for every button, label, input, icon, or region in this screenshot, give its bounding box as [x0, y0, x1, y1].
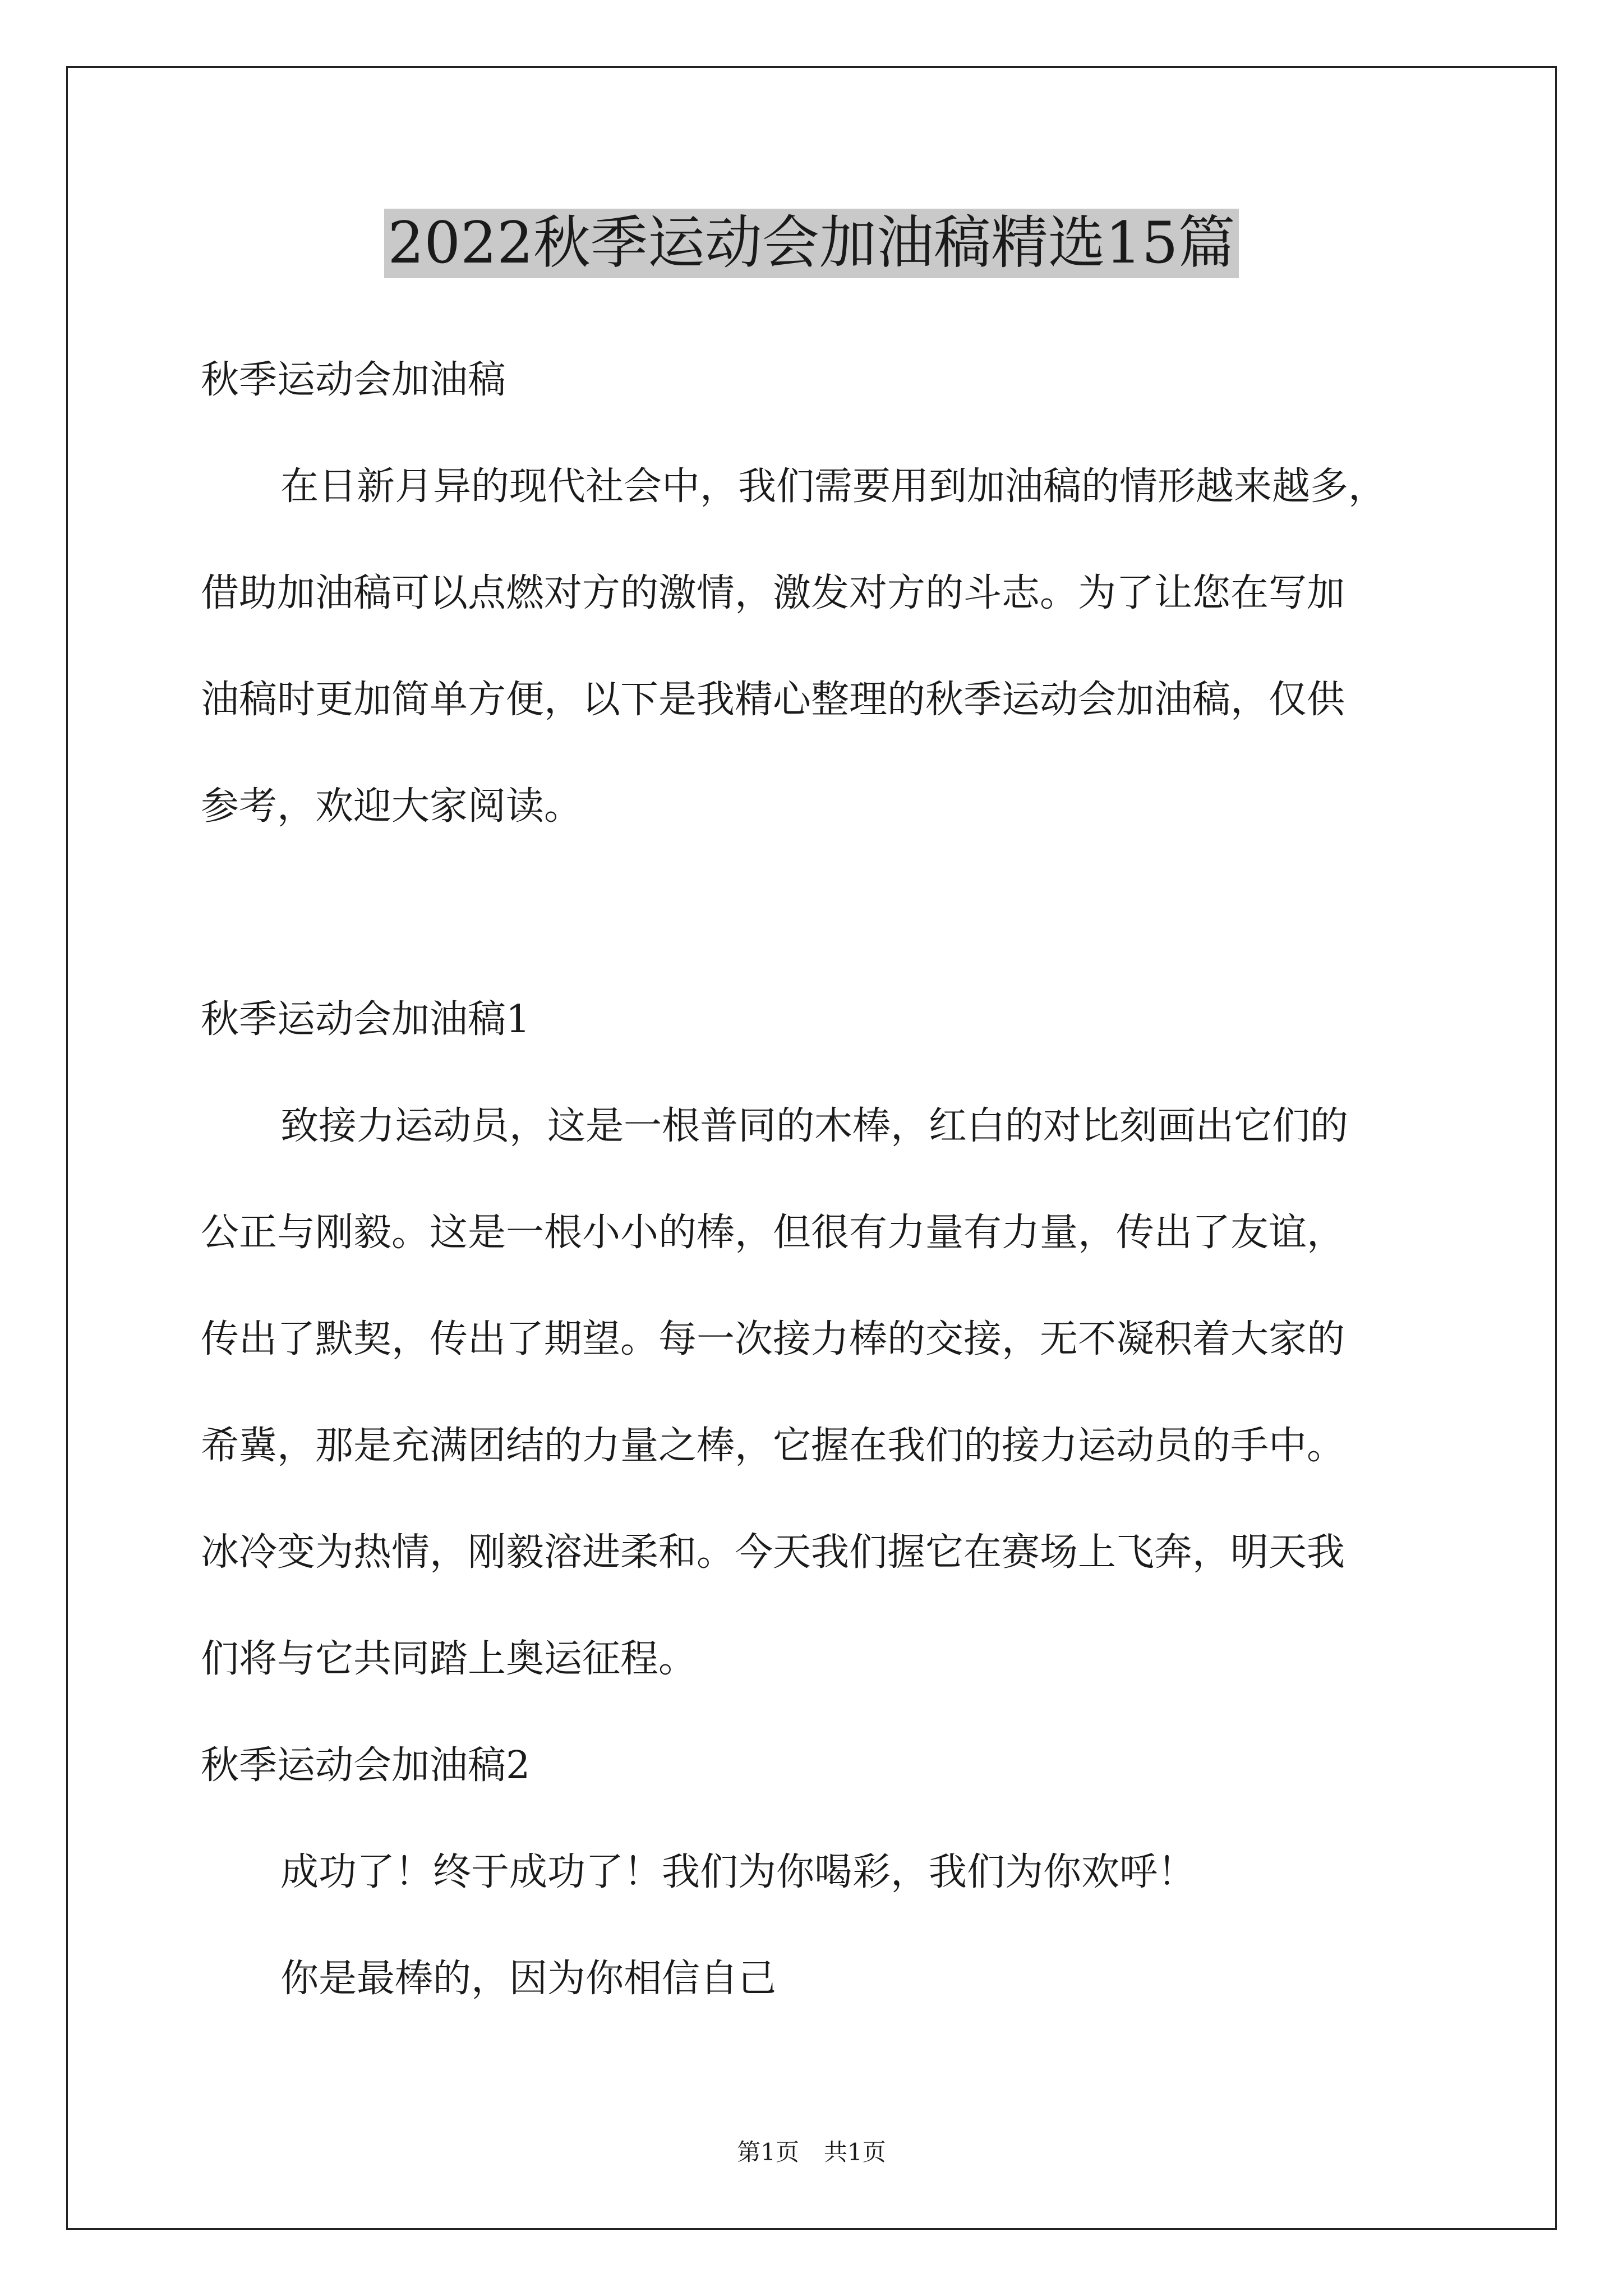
section-heading-intro: 秋季运动会加油稿: [201, 358, 506, 402]
paragraph-line: 借助加油稿可以点燃对方的激情，激发对方的斗志。为了让您在写加: [201, 571, 1345, 615]
document-title: 2022秋季运动会加油稿精选15篇: [384, 209, 1238, 278]
paragraph-line: 油稿时更加简单方便，以下是我精心整理的秋季运动会加油稿，仅供: [201, 678, 1345, 722]
page-number: 第1页: [737, 2138, 799, 2166]
paragraph-line: 在日新月异的现代社会中，我们需要用到加油稿的情形越来越多，: [280, 464, 1387, 509]
paragraph-line: 冰冷变为热情，刚毅溶进柔和。今天我们握它在赛场上飞奔，明天我: [201, 1530, 1345, 1575]
paragraph-line: 希冀，那是充满团结的力量之棒，它握在我们的接力运动员的手中。: [201, 1424, 1345, 1468]
paragraph-line: 公正与刚毅。这是一根小小的棒，但很有力量有力量，传出了友谊，: [201, 1211, 1345, 1255]
page-total: 共1页: [824, 2138, 886, 2166]
title-container: [0, 209, 1623, 278]
section-heading-1: 秋季运动会加油稿1: [201, 997, 531, 1042]
paragraph-line: 成功了！终于成功了！我们为你喝彩，我们为你欢呼！: [280, 1850, 1196, 1894]
section-heading-2: 秋季运动会加油稿2: [201, 1743, 531, 1788]
paragraph-line: 参考，欢迎大家阅读。: [201, 784, 583, 829]
paragraph-line: 你是最棒的，因为你相信自己: [280, 1957, 777, 2001]
paragraph-line: 致接力运动员，这是一根普同的木棒，红白的对比刻画出它们的: [280, 1104, 1349, 1148]
page-footer: [0, 2138, 1623, 2166]
paragraph-line: 传出了默契，传出了期望。每一次接力棒的交接，无不凝积着大家的: [201, 1317, 1345, 1361]
paragraph-line: 们将与它共同踏上奥运征程。: [201, 1637, 697, 1681]
